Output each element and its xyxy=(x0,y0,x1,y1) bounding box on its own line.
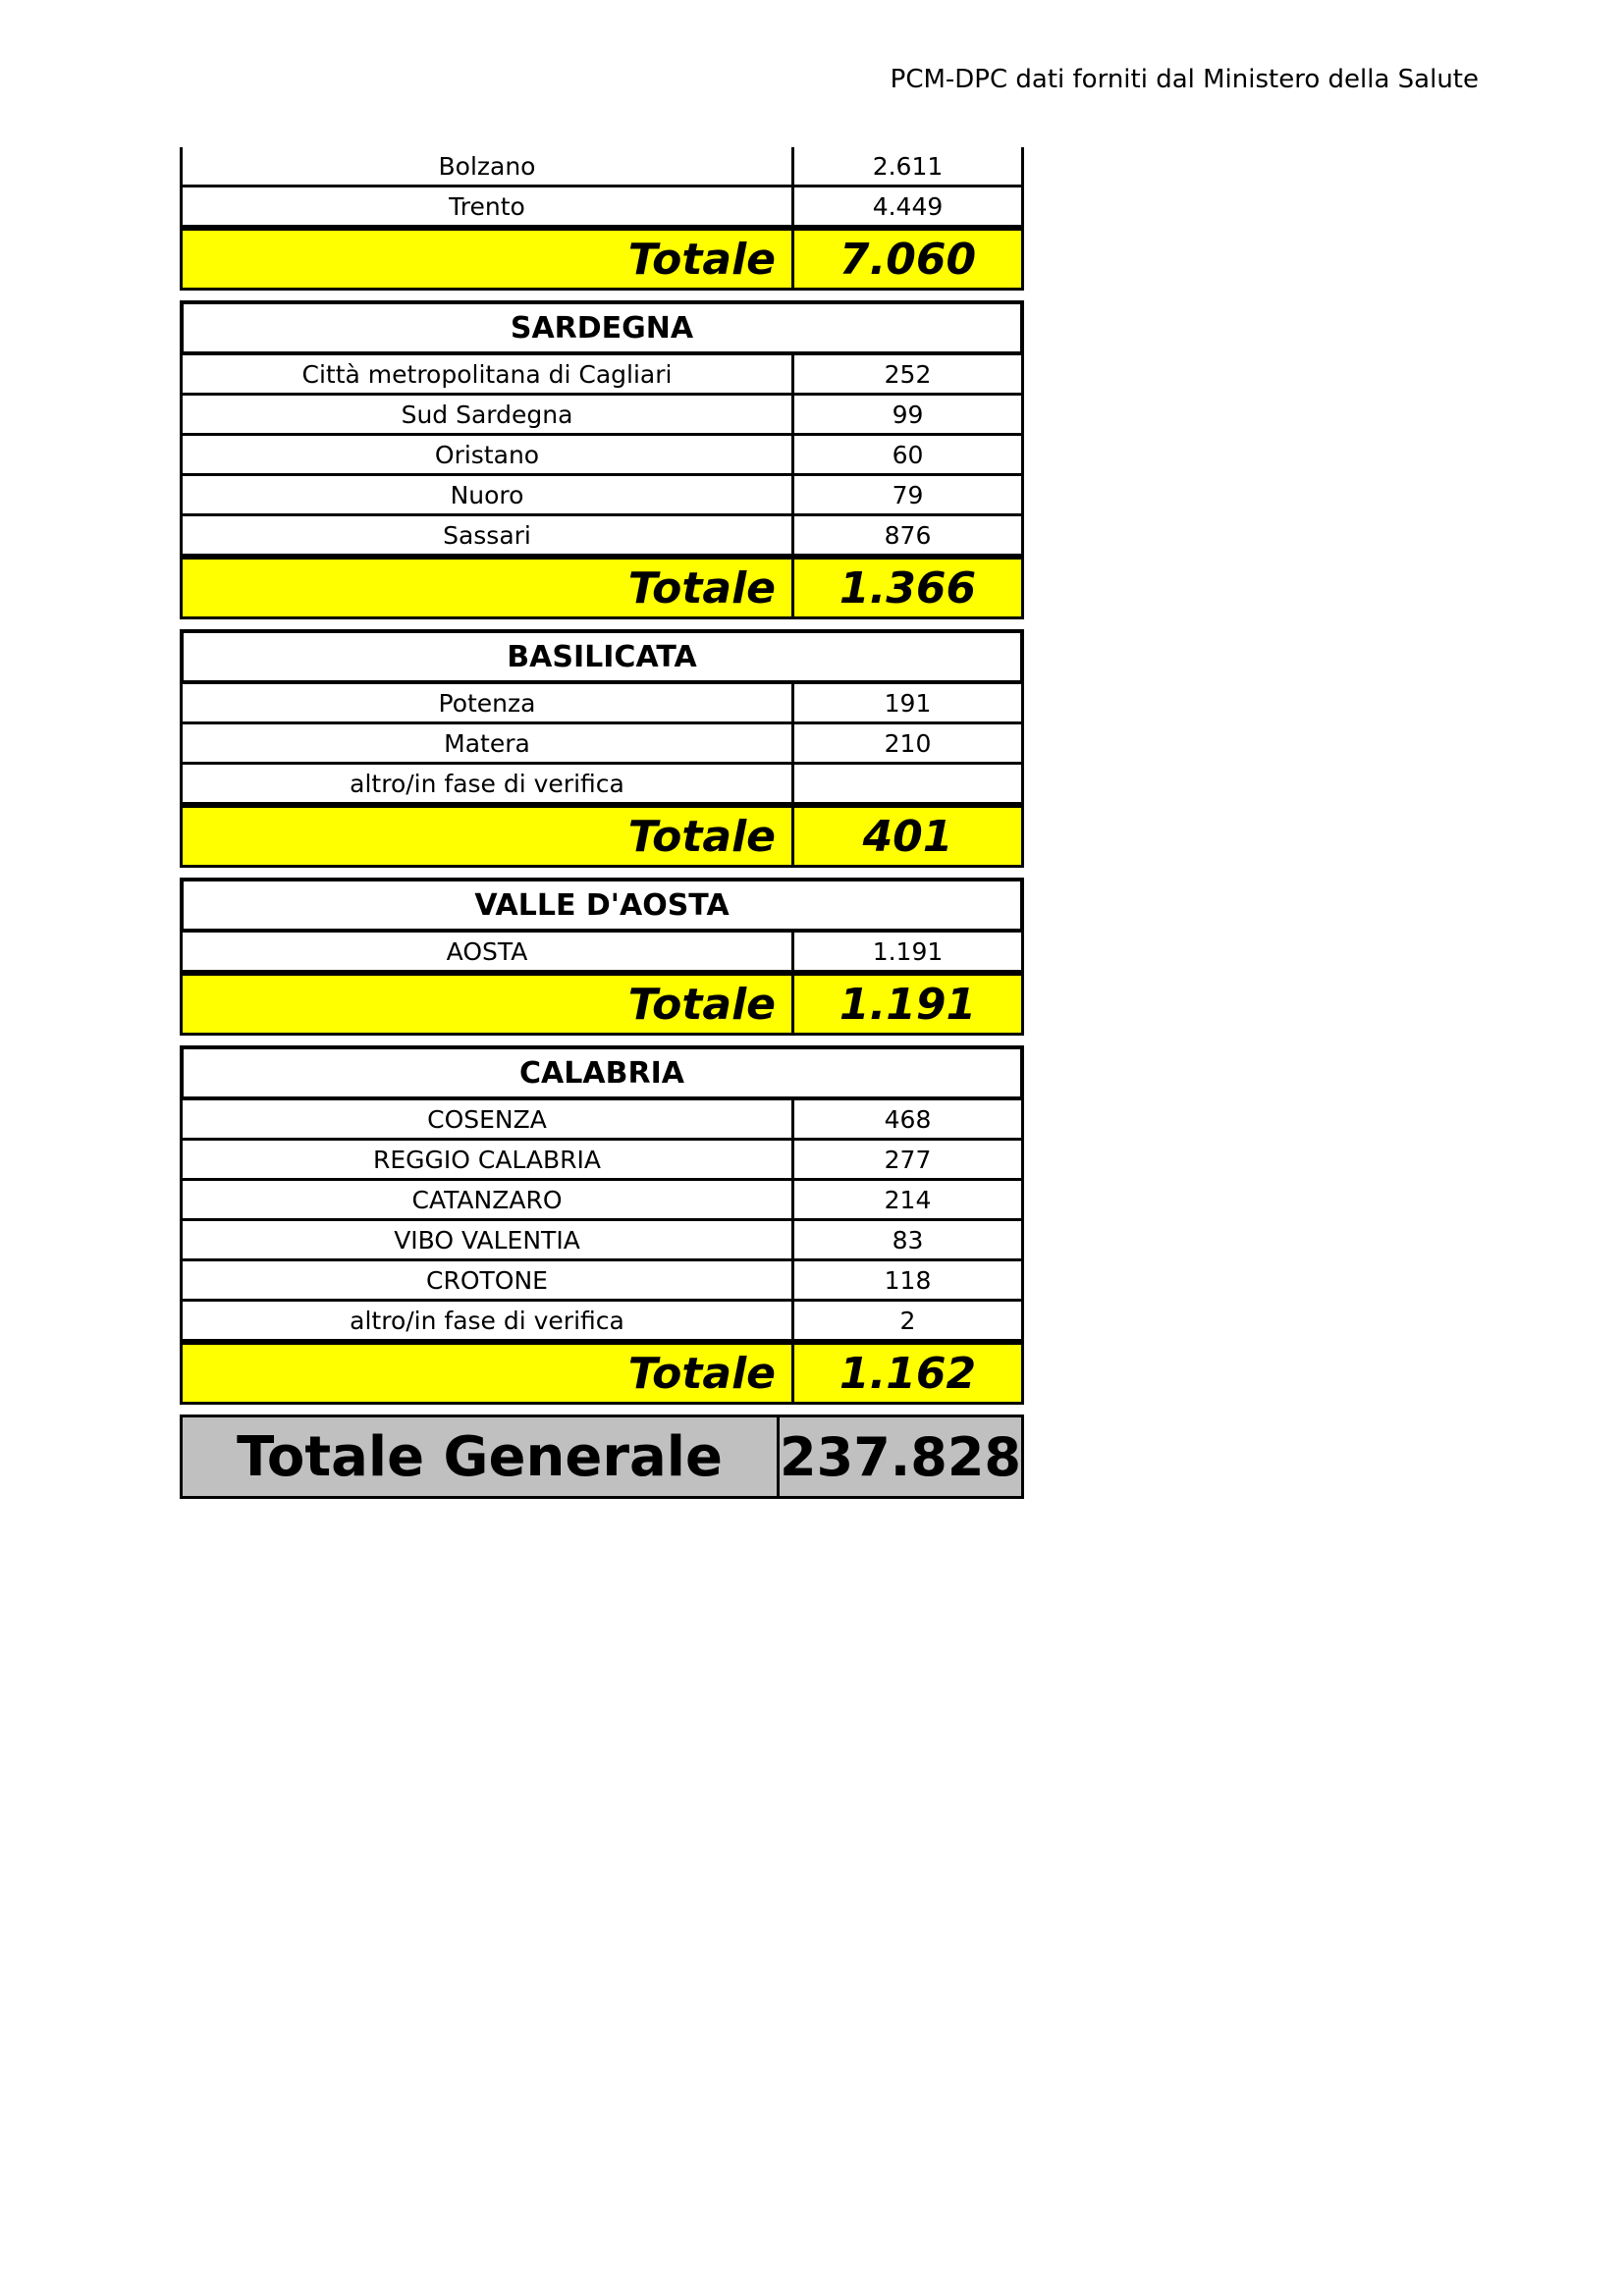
province-table xyxy=(180,147,1024,1499)
case-count: 468 xyxy=(884,1104,932,1134)
region-total-row xyxy=(180,1342,1024,1405)
table-row xyxy=(180,187,1024,228)
province-name: CATANZARO xyxy=(183,1181,794,1218)
region-header: BASILICATA xyxy=(180,629,1024,684)
province-name: Bolzano xyxy=(183,147,794,185)
region-header: VALLE D'AOSTA xyxy=(180,878,1024,933)
province-name: CROTONE xyxy=(183,1261,794,1299)
region-header: SARDEGNA xyxy=(180,300,1024,355)
region-total-row xyxy=(180,805,1024,868)
table-row xyxy=(180,476,1024,516)
province-name: Città metropolitana di Cagliari xyxy=(183,355,794,393)
table-row xyxy=(180,724,1024,765)
province-name: Trento xyxy=(183,187,794,225)
case-count: 60 xyxy=(892,440,924,469)
total-value: 1.366 xyxy=(839,562,977,614)
case-count: 83 xyxy=(892,1225,924,1255)
table-row xyxy=(180,516,1024,557)
region-total-row xyxy=(180,973,1024,1036)
total-label: Totale xyxy=(183,560,794,616)
case-count: 2 xyxy=(899,1306,916,1335)
table-row xyxy=(180,1100,1024,1141)
case-count: 191 xyxy=(884,688,932,718)
total-value: 7.060 xyxy=(839,234,977,285)
table-row xyxy=(180,684,1024,724)
table-row xyxy=(180,1302,1024,1342)
table-row xyxy=(180,1181,1024,1221)
province-name: REGGIO CALABRIA xyxy=(183,1141,794,1178)
table-row xyxy=(180,933,1024,973)
total-value: 1.191 xyxy=(839,979,977,1030)
region-section xyxy=(180,1045,1024,1405)
page-header-source: PCM-DPC dati forniti dal Ministero della Salute xyxy=(890,65,1479,94)
province-name: COSENZA xyxy=(183,1100,794,1138)
table-row xyxy=(180,1141,1024,1181)
case-count: 4.449 xyxy=(872,191,944,221)
region-total-row xyxy=(180,557,1024,619)
table-row xyxy=(180,147,1024,187)
region-section xyxy=(180,629,1024,868)
case-count: 252 xyxy=(884,359,932,389)
case-count: 210 xyxy=(884,728,932,758)
case-count: 99 xyxy=(892,400,924,429)
province-name: Sud Sardegna xyxy=(183,396,794,433)
region-section xyxy=(180,300,1024,619)
province-name: Matera xyxy=(183,724,794,762)
case-count: 79 xyxy=(892,480,924,509)
case-count xyxy=(794,765,1021,802)
total-label: Totale xyxy=(183,231,794,288)
case-count: 214 xyxy=(884,1185,932,1214)
total-label: Totale xyxy=(183,976,794,1033)
case-count: 876 xyxy=(884,520,932,550)
region-total-row xyxy=(180,228,1024,291)
region-section xyxy=(180,147,1024,291)
case-count: 1.191 xyxy=(872,936,944,966)
table-row xyxy=(180,396,1024,436)
total-label: Totale xyxy=(183,808,794,865)
table-row xyxy=(180,436,1024,476)
total-label: Totale xyxy=(183,1345,794,1402)
case-count: 277 xyxy=(884,1145,932,1174)
province-name: AOSTA xyxy=(183,933,794,970)
grand-total-row xyxy=(180,1415,1024,1499)
case-count: 2.611 xyxy=(872,151,944,181)
province-name: Oristano xyxy=(183,436,794,473)
grand-total-label: Totale Generale xyxy=(183,1417,780,1496)
total-value: 401 xyxy=(862,811,953,862)
table-row xyxy=(180,355,1024,396)
province-name: altro/in fase di verifica xyxy=(183,1302,794,1339)
province-name: VIBO VALENTIA xyxy=(183,1221,794,1258)
grand-total-value: 237.828 xyxy=(780,1425,1021,1488)
total-value: 1.162 xyxy=(839,1348,977,1399)
table-row xyxy=(180,765,1024,805)
region-section xyxy=(180,878,1024,1036)
province-name: Potenza xyxy=(183,684,794,721)
region-header: CALABRIA xyxy=(180,1045,1024,1100)
province-name: Nuoro xyxy=(183,476,794,513)
table-row xyxy=(180,1261,1024,1302)
table-row xyxy=(180,1221,1024,1261)
province-name: altro/in fase di verifica xyxy=(183,765,794,802)
province-name: Sassari xyxy=(183,516,794,554)
case-count: 118 xyxy=(884,1265,932,1295)
